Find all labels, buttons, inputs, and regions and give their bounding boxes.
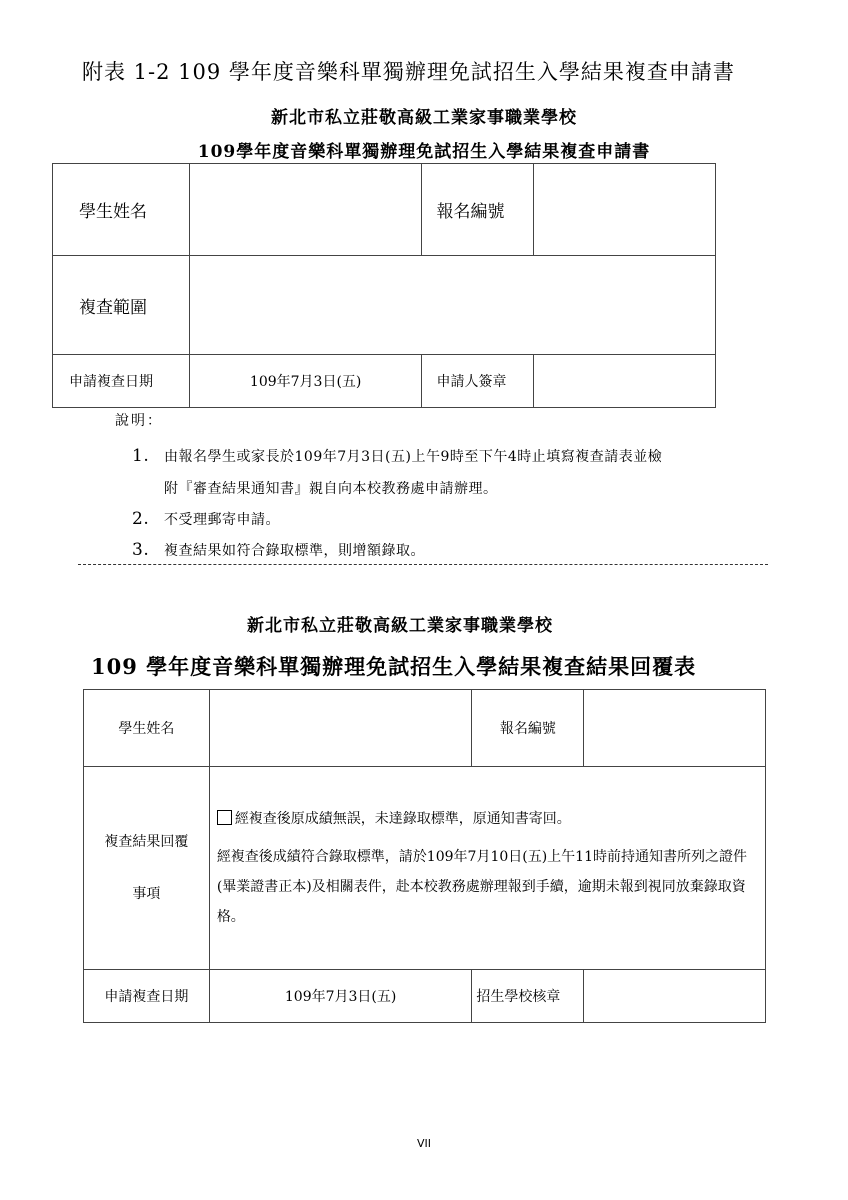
signature-label: 申請人簽章 [422,355,534,408]
school-stamp-label: 招生學校核章 [472,970,584,1023]
reply-reg-no-field[interactable] [584,690,766,767]
reply-title: 109 學年度音樂科單獨辦理免試招生入學結果複查結果回覆表 [91,654,697,679]
school-stamp-field[interactable] [584,970,766,1023]
review-scope-label: 複查範圍 [53,256,190,355]
note-text: 由報名學生或家長於109年7月3日(五)上午9時至下午4時止填寫複查請表並檢 [164,449,663,465]
notes-title: 說明： [115,413,163,429]
result-option-2: 經複查後成績符合錄取標準，請於109年7月10日(五)上午11時前持通知書所列之證件(畢業證書正本)及相關表件，赴本校教務處辦理報到手續，逾期未報到視同放棄錄取資格。 [216,849,747,925]
result-option-1 [217,804,754,834]
note-text: 複查結果如符合錄取標準，則增額錄取。 [164,543,425,559]
review-result-content [209,767,765,970]
cut-line-divider [78,564,768,565]
note-item-2 [132,509,280,529]
note-item-3 [132,540,425,560]
note-item-1-continued: 附『審查結果通知書』親自向本校教務處申請辦理。 [164,481,498,497]
note-item-1 [132,446,662,466]
reg-no-field[interactable] [534,164,716,256]
reg-no-label: 報名編號 [422,164,534,256]
note-number: 2. [132,509,150,529]
review-date-label: 申請複查日期 [53,355,190,408]
reply-reg-no-label: 報名編號 [472,690,584,767]
reply-student-name-field[interactable] [209,690,472,767]
page-number: VII [416,1137,431,1150]
review-result-label-line2: 事項 [132,886,161,902]
note-text: 不受理郵寄申請。 [164,512,280,528]
application-table [52,163,716,408]
student-name-field[interactable] [189,164,422,256]
school-name: 新北市私立莊敬高級工業家事職業學校 [271,108,577,128]
result-option-1-text: 經複查後原成績無誤，未達錄取標準，原通知書寄回。 [234,811,571,827]
reply-table [83,689,766,1023]
reply-review-date-label: 申請複查日期 [84,970,210,1023]
review-result-label [84,767,210,970]
reply-review-date-value: 109年7月3日(五) [209,970,472,1023]
document-title: 附表 1-2 109 學年度音樂科單獨辦理免試招生入學結果複查申請書 [82,60,735,84]
result-option-1-checkbox[interactable] [217,810,232,825]
review-date-value: 109年7月3日(五) [189,355,422,408]
signature-field[interactable] [534,355,716,408]
review-scope-field[interactable] [189,256,715,355]
note-number: 3. [132,540,150,560]
student-name-label: 學生姓名 [53,164,190,256]
reply-school-name: 新北市私立莊敬高級工業家事職業學校 [247,616,553,636]
review-result-label-line1: 複查結果回覆 [104,834,189,850]
note-number: 1. [132,446,150,466]
form-title: 109學年度音樂科單獨辦理免試招生入學結果複查申請書 [197,142,651,162]
reply-student-name-label: 學生姓名 [84,690,210,767]
